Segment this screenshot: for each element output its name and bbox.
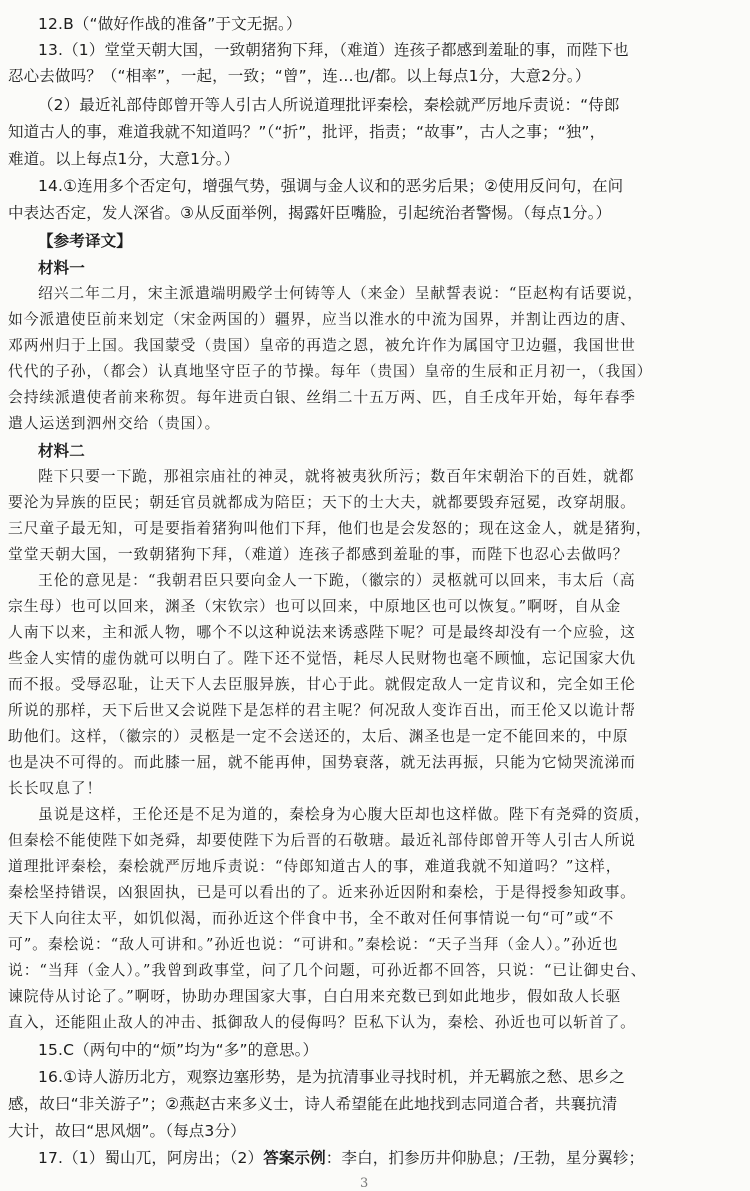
material-two-line: 但秦桧不能使陛下如尧舜，却要使陛下为后晋的石敬瑭。最近礼部侍郎曾开等人引古人所说 (8, 832, 636, 849)
answer-q12: 12.B（“做好作战的准备”于文无据。） (38, 15, 302, 33)
material-two-heading: 材料二 (38, 442, 85, 460)
material-two-line: 三尺童子最无知，可是要指着猪狗叫他们下拜，他们也是会发怒的；现在这金人，就是猪狗， (8, 520, 652, 537)
material-two-line: 谏院侍从讨论了。”啊呀，协助办理国家大事，白白用来充数已到如此地步，假如敌人长驱 (8, 988, 622, 1005)
answer-q14-line2: 中表达否定，发人深省。③从反面举例，揭露奸臣嘴脸，引起统治者警惕。（每点1分。） (8, 204, 612, 222)
material-two-line: 堂堂天朝大国，一致朝猪狗下拜，（难道）连孩子都感到羞耻的事，而陛下也忍心去做吗？ (8, 546, 629, 563)
material-one-line: 如今派遣使臣前来划定（宋金两国的）疆界，应当以淮水的中流为国界，并割让西边的唐、 (8, 311, 636, 328)
material-two-line: 天下人向往太平，如饥似渴，而孙近这个伴食中书，全不敢对任何事情说一句“可”或“不 (8, 910, 615, 927)
material-one-line: 遣人运送到泗州交给（贵国）。 (8, 415, 221, 432)
material-two-line: 说：“当拜（金人）。”我曾到政事堂，问了几个问题，可孙近都不回答，只说：“已让御史台、 (8, 962, 647, 979)
page-number: 3 (360, 1176, 369, 1191)
answer-q17-text: ：李白，扪参历井仰胁息；/王勃，星分翼轸； (325, 1149, 645, 1167)
reference-translation-heading: 【参考译文】 (38, 232, 132, 250)
answer-q13-2-line1: （2）最近礼部侍郎曾开等人引古人所说道理批评秦桧，秦桧就严厉地斥责说：“侍郎 (38, 96, 620, 114)
material-two-line: 而不报。受辱忍耻，让天下人去臣服异族，甘心于此。就假定敌人一定肯议和，完全如王伦 (8, 676, 636, 693)
material-two-line: 宗生母）也可以回来，渊圣（宋钦宗）也可以回来，中原地区也可以恢复。”啊呀，自从金 (8, 598, 622, 615)
answer-q16-line1: 16.①诗人游历北方，观察边塞形势，是为抗清事业寻找时机，并无羁旅之愁、思乡之 (38, 1068, 625, 1086)
answer-example-label: 答案示例 (263, 1149, 326, 1167)
material-one-line: 绍兴二年二月，宋主派遣端明殿学士何铸等人（来金）呈献誓表说：“臣赵构有话要说， (38, 285, 643, 302)
material-two-line: 要沦为异族的臣民；朝廷官员就都成为陪臣；天下的士大夫，就都要毁弃冠冕，改穿胡服。 (8, 494, 636, 511)
material-two-line: 道理批评秦桧，秦桧就严厉地斥责说：“侍郎知道古人的事，难道我就不知道吗？”这样， (8, 858, 622, 875)
material-two-line: 可”。秦桧说：“敌人可讲和。”孙近也说：“可讲和。”秦桧说：“天子当拜（金人）。”孙近也 (8, 936, 619, 953)
answer-q13-1-line1: 13.（1）堂堂天朝大国，一致朝猪狗下拜，（难道）连孩子都感到羞耻的事，而陛下也 (38, 41, 629, 59)
material-two-line: 陛下只要一下跪，那祖宗庙社的神灵，就将被夷狄所污；数百年宋朝治下的百姓，就都 (38, 468, 635, 485)
answer-q16-line3: 大计，故曰“思风烟”。（每点3分） (8, 1122, 246, 1140)
material-two-line: 人南下以来，主和派人物，哪个不以这种说法来诱惑陛下呢？可是最终却没有一个应验，这 (8, 624, 636, 641)
material-one-line: 邓两州归于上国。我国蒙受（贵国）皇帝的再造之恩，被允许作为属国守卫边疆，我国世世 (8, 337, 636, 354)
answer-q13-2-line3: 难道。以上每点1分，大意1分。） (8, 150, 240, 168)
answer-q15: 15.C（两句中的“烦”均为“多”的意思。） (38, 1041, 319, 1059)
material-two-line: 助他们。这样，（徽宗的）灵柩是一定不会送还的，太后、渊圣也是一定不能回来的，中原 (8, 728, 629, 745)
material-two-line: 长长叹息了！ (8, 780, 103, 797)
answer-q13-2-line2: 知道古人的事，难道我就不知道吗？”（“折”，批评，指责；“故事”，古人之事；“独”， (8, 123, 606, 141)
answer-q17-prefix: 17.（1）蜀山兀，阿房出；（2） (38, 1149, 264, 1167)
material-two-line: 虽说是这样，王伦还是不足为道的，秦桧身为心腹大臣却也这样做。陛下有尧舜的资质， (38, 806, 651, 823)
material-one-line: 会持续派遣使者前来称贺。每年进贡白银、丝绢二十五万两、匹，自壬戌年开始，每年春季 (8, 389, 636, 406)
material-one-line: 代代的子孙，（都会）认真地坚守臣子的节操。每年（贵国）皇帝的生辰和正月初一，（我国） (8, 363, 653, 380)
answer-q14-line1: 14.①连用多个否定句，增强气势，强调与金人议和的恶劣后果；②使用反问句，在问 (38, 177, 624, 195)
material-two-line: 王伦的意见是：“我朝君臣只要向金人一下跪，（徽宗的）灵柩就可以回来，韦太后（高 (38, 572, 636, 589)
material-two-line: 所说的那样，天下后世又会说陛下是怎样的君主呢？何况敌人变诈百出，而王伦又以诡计帮 (8, 702, 636, 719)
material-two-line: 直入，还能阻止敌人的冲击、抵御敌人的侵侮吗？臣私下认为，秦桧、孙近也可以斩首了。 (8, 1014, 636, 1031)
material-two-line: 秦桧坚持错误，凶狠固执，已是可以看出的了。近来孙近因附和秦桧，于是得授参知政事。 (8, 884, 636, 901)
answer-q13-1-line2: 忍心去做吗？（“相率”，一起，一致；“曾”，连…也/都。以上每点1分，大意2分。） (8, 67, 591, 85)
material-one-heading: 材料一 (38, 259, 85, 277)
material-two-line: 也是决不可得的。而此膝一屈，就不能再伸，国势衰落，就无法再振，只能为它恸哭流涕而 (8, 754, 636, 771)
answer-q17 (0, 1148, 750, 1168)
material-two-line: 些金人实情的虚伪就可以明白了。陛下还不觉悟，耗尽人民财物也毫不顾恤，忘记国家大仇 (8, 650, 636, 667)
answer-q16-line2: 感，故曰“非关游子”；②燕赵古来多义士，诗人希望能在此地找到志同道合者，共襄抗清 (8, 1095, 618, 1113)
